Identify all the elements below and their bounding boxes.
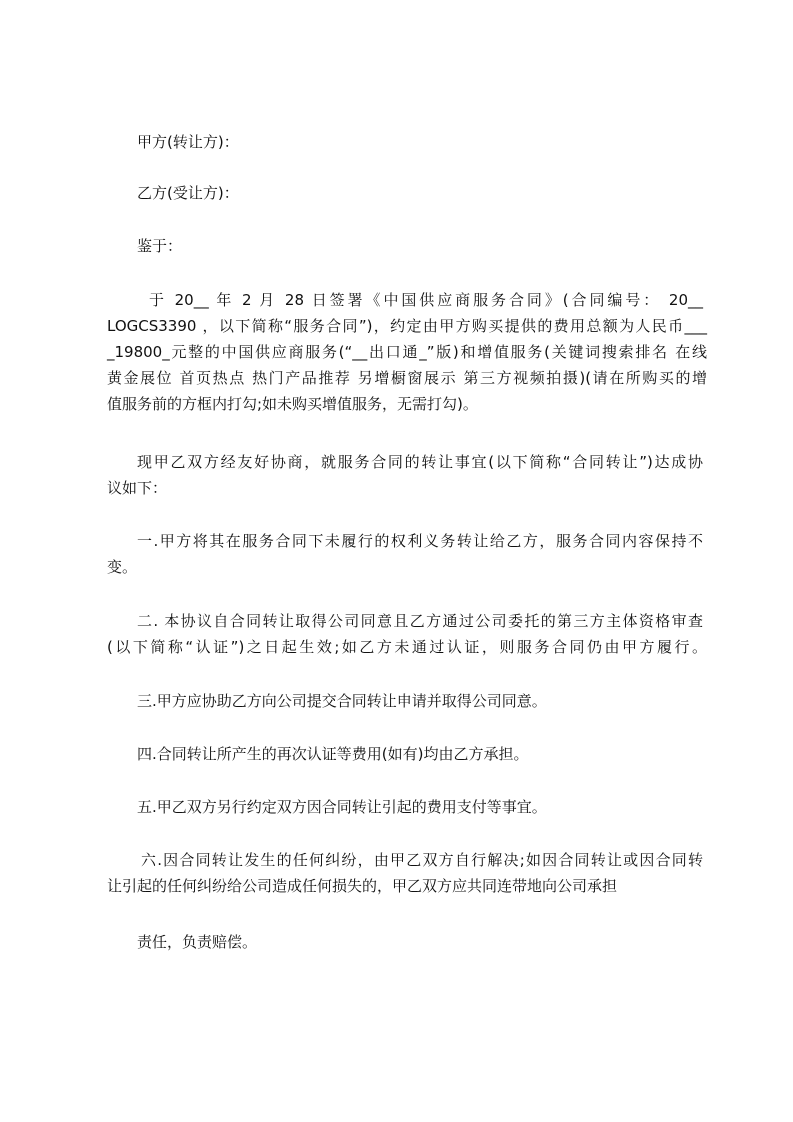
clause-3: 三.甲方应协助乙方向公司提交合同转让申请并取得公司同意。 — [137, 692, 547, 710]
recital-line: _19800_元整的中国供应商服务(“__出口通_”版)和增值服务(关键词搜索排名 在线 — [107, 343, 707, 361]
intro-line: 议如下： — [107, 479, 168, 497]
recital-line: 于 20__ 年 2 月 28 日签署《中国供应商服务合同》(合同编号： 20__ — [149, 291, 703, 309]
intro-line: 现甲乙双方经友好协商，就服务合同的转让事宜(以下简称“合同转让”)达成协 — [137, 453, 703, 471]
clause-line: 一.甲方将其在服务合同下未履行的权利义务转让给乙方，服务合同内容保持不 — [137, 532, 703, 550]
clause-5: 五.甲乙双方另行约定双方因合同转让引起的费用支付等事宜。 — [137, 798, 547, 816]
clause-line: 六.因合同转让发生的任何纠纷，由甲乙双方自行解决;如因合同转让或因合同转 — [141, 851, 703, 869]
clause-line: (以下简称“认证”)之日起生效;如乙方未通过认证，则服务合同仍由甲方履行。 — [107, 638, 707, 656]
clause-line: 变。 — [107, 558, 138, 576]
recital-line: 值服务前的方框内打勾;如未购买增值服务，无需打勾)。 — [107, 395, 478, 413]
recital-line: LOGCS3390 ，以下简称“服务合同”)，约定由甲方购买提供的费用总额为人民币___ — [107, 317, 707, 335]
clause-line: 二. 本协议自合同转让取得公司同意且乙方通过公司委托的第三方主体资格审查 — [137, 612, 703, 630]
closing-line: 责任，负责赔偿。 — [137, 933, 258, 951]
party-a-label: 甲方(转让方)： — [137, 133, 239, 151]
whereas-label: 鉴于： — [137, 237, 183, 255]
party-b-label: 乙方(受让方)： — [137, 184, 239, 202]
clause-line: 让引起的任何纠纷给公司造成任何损失的，甲乙双方应共同连带地向公司承担 — [107, 877, 618, 895]
recital-line: 黄金展位 首页热点 热门产品推荐 另增橱窗展示 第三方视频拍摄)(请在所购买的增 — [107, 369, 707, 387]
clause-4: 四.合同转让所产生的再次认证等费用(如有)均由乙方承担。 — [137, 745, 529, 763]
